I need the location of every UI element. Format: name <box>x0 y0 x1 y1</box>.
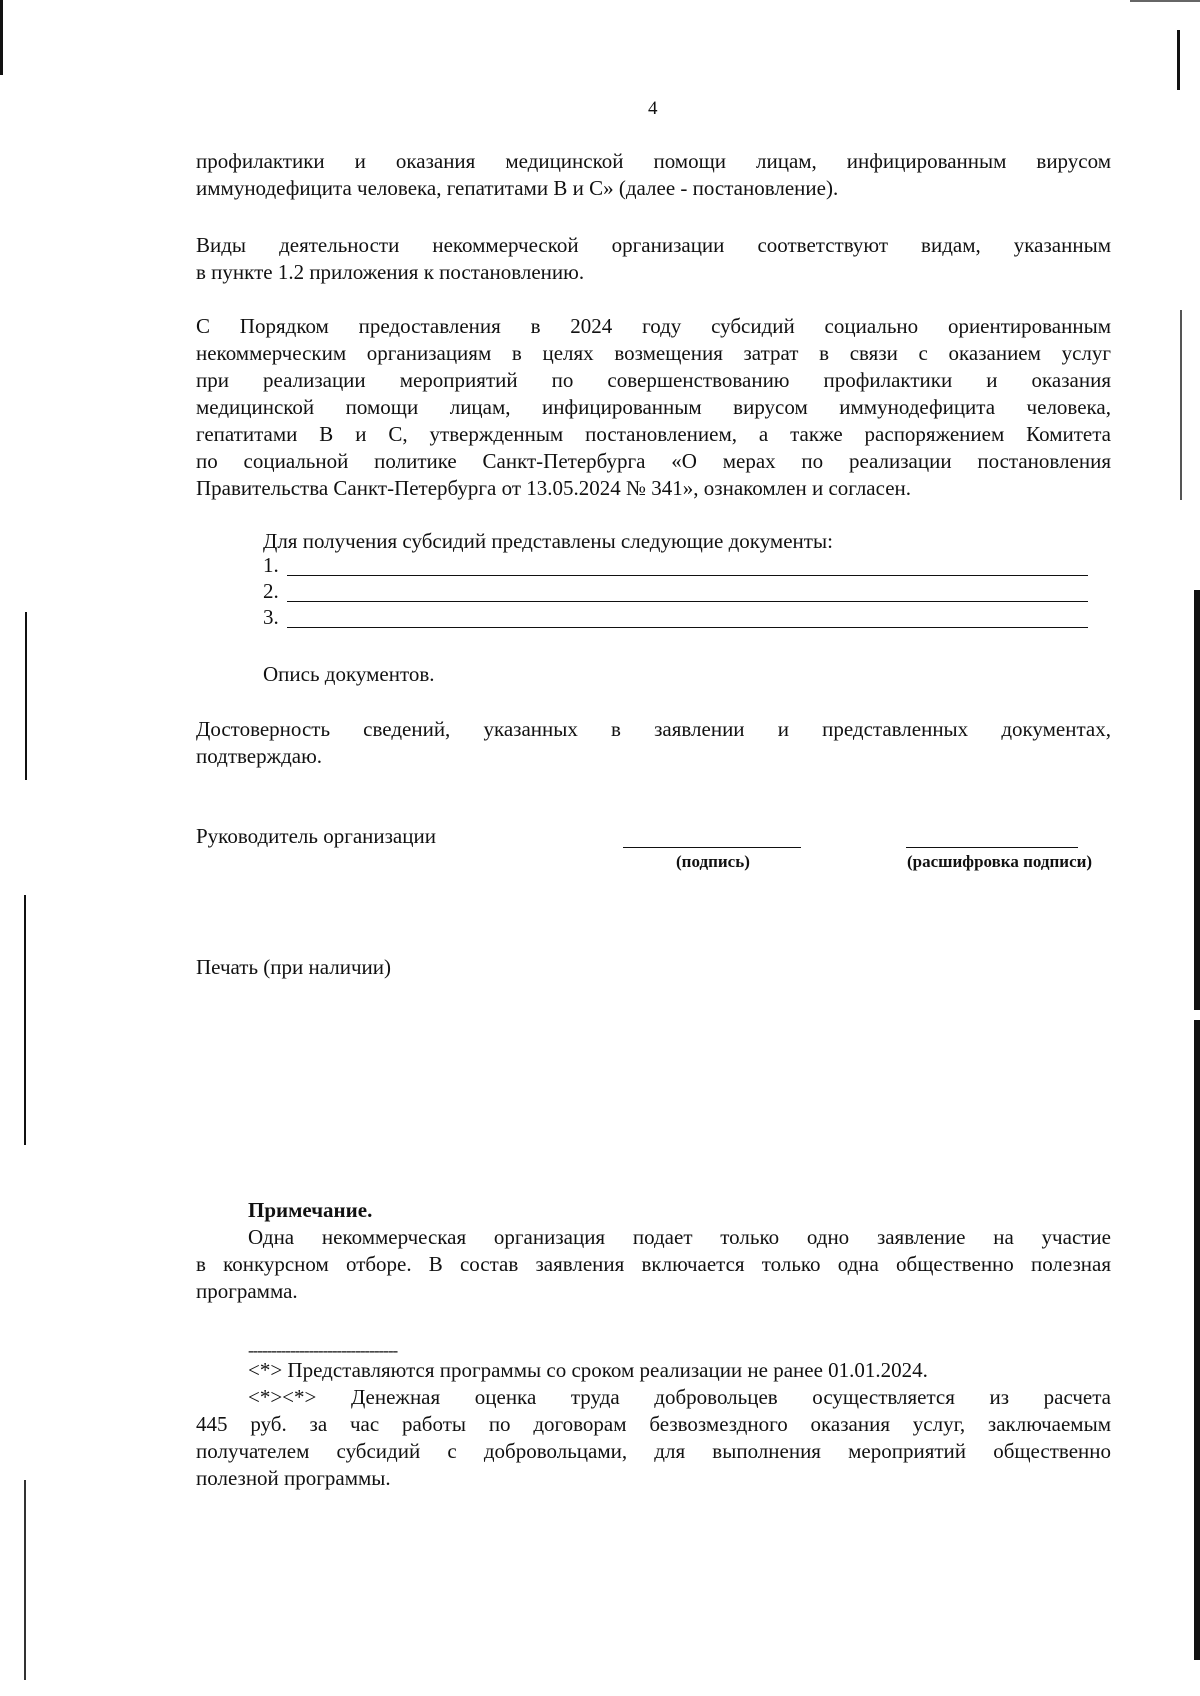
note-line-2: в конкурсном отборе. В состав заявления включается только одна общественно полезная <box>196 1252 1111 1276</box>
scan-corner-shadow <box>1130 0 1200 2</box>
footnote-1: <*> Представляются программы со сроком реализации не ранее 01.01.2024. <box>248 1358 928 1382</box>
paragraph-3-line-1: С Порядком предоставления в 2024 году субсидий социально ориентированным <box>196 314 1111 338</box>
document-item-3 <box>263 605 1088 631</box>
scan-edge-mark-right-mid <box>1180 310 1182 500</box>
scan-edge-mark-left-bottom <box>24 1480 26 1680</box>
paragraph-1-line-2: иммунодефицита человека, гепатитами В и С» (далее - постановление). <box>196 176 839 200</box>
paragraph-2-line-2: в пункте 1.2 приложения к постановлению. <box>196 260 585 284</box>
signature-line <box>623 847 801 848</box>
confirmation-line-2: подтверждаю. <box>196 744 323 768</box>
paragraph-3-line-5: гепатитами В и С, утвержденным постановлением, а также распоряжением Комитета <box>196 422 1111 446</box>
footnote-2-line-4: полезной программы. <box>196 1466 391 1490</box>
paragraph-3-line-6: по социальной политике Санкт-Петербурга «О мерах по реализации постановления <box>196 449 1111 473</box>
footnote-separator: -------------------------------- <box>248 1341 398 1360</box>
paragraph-3-line-4: медицинской помощи лицам, инфицированным вирусом иммунодефицита человека, <box>196 395 1111 419</box>
scan-edge-mark-left-low <box>24 895 26 1145</box>
document-item-blank-line <box>287 575 1088 576</box>
paragraph-1-line-1: профилактики и оказания медицинской помощи лицам, инфицированным вирусом <box>196 149 1111 173</box>
signature-decode-line <box>906 847 1078 848</box>
document-item-1 <box>263 553 1088 579</box>
paragraph-3-line-7: Правительства Санкт-Петербурга от 13.05.2024 № 341», ознакомлен и согласен. <box>196 476 912 500</box>
confirmation-line-1: Достоверность сведений, указанных в заявлении и представленных документах, <box>196 717 1111 741</box>
note-line-3: программа. <box>196 1279 298 1303</box>
document-item-blank-line <box>287 627 1088 628</box>
paragraph-3-line-3: при реализации мероприятий по совершенствованию профилактики и оказания <box>196 368 1111 392</box>
document-item-number: 1. <box>263 553 279 577</box>
paragraph-3-line-2: некоммерческим организациям в целях возмещения затрат в связи с оказанием услуг <box>196 341 1111 365</box>
page-number: 4 <box>648 98 658 119</box>
scan-edge-mark-left-mid <box>25 612 27 780</box>
scan-edge-mark-right-top <box>1177 30 1180 90</box>
note-line-1: Одна некоммерческая организация подает только одно заявление на участие <box>248 1225 1111 1249</box>
note-title: Примечание. <box>248 1198 373 1222</box>
signature-role: Руководитель организации <box>196 824 436 848</box>
footnote-2-line-2: 445 руб. за час работы по договорам безвозмездного оказания услуг, заключаемым <box>196 1412 1111 1436</box>
documents-intro: Для получения субсидий представлены следующие документы: <box>263 529 833 553</box>
document-item-number: 3. <box>263 605 279 629</box>
document-item-blank-line <box>287 601 1088 602</box>
scan-edge-mark-left-top <box>0 0 3 75</box>
footnote-2-line-3: получателем субсидий с добровольцами, для выполнения мероприятий общественно <box>196 1439 1111 1463</box>
footnote-2-line-1: <*><*> Денежная оценка труда добровольцев осуществляется из расчета <box>248 1385 1111 1409</box>
paragraph-2-line-1: Виды деятельности некоммерческой организации соответствуют видам, указанным <box>196 233 1111 257</box>
document-item-2 <box>263 579 1088 605</box>
documents-inventory: Опись документов. <box>263 662 435 686</box>
scan-edge-mark-right-edge1 <box>1194 590 1200 1010</box>
stamp-label: Печать (при наличии) <box>196 955 392 979</box>
signature-caption: (подпись) <box>676 852 750 871</box>
scan-edge-mark-right-edge2 <box>1194 1020 1200 1660</box>
document-item-number: 2. <box>263 579 279 603</box>
signature-decode-caption: (расшифровка подписи) <box>907 852 1093 871</box>
